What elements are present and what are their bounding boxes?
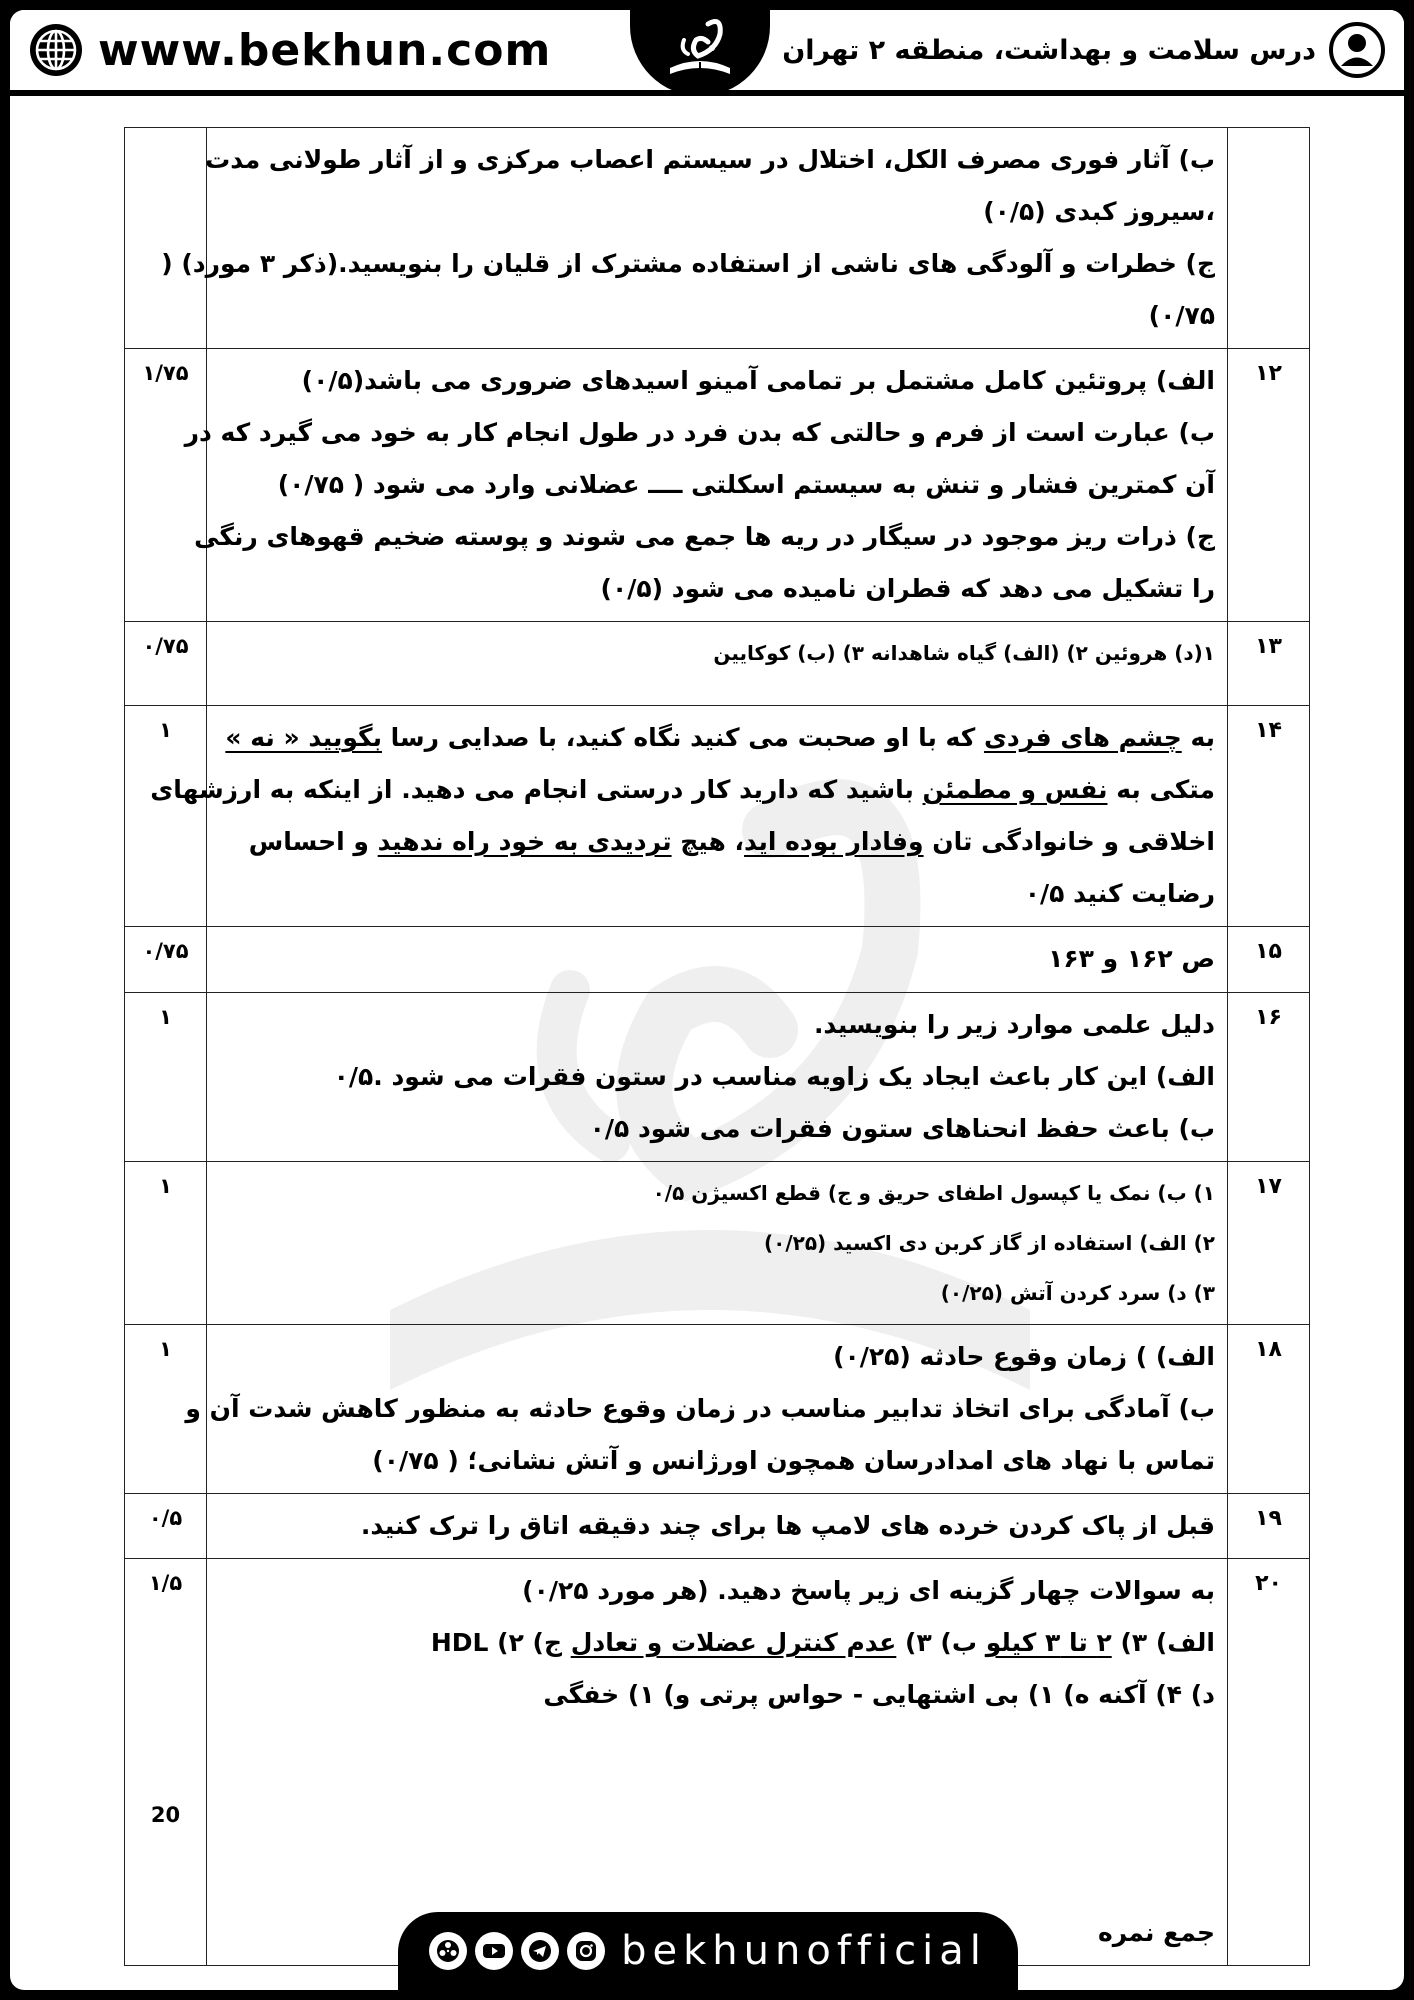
question-number: ۲۰ [1228, 1559, 1310, 1966]
question-score [125, 349, 207, 622]
answer-line [219, 816, 1215, 868]
answer-row [125, 128, 1310, 349]
answer-line: الف) این کار باعث ایجاد یک زاویه مناسب در ستون فقرات می شود .۰/۵ [333, 1062, 1215, 1091]
answer-line [219, 1669, 1215, 1721]
answer-line: تماس با نهاد های امدادرسان همچون اورژانس و آتش نشانی؛ ( ۰/۷۵) [372, 1446, 1215, 1475]
answer-text [161, 128, 1228, 349]
question-score [125, 1494, 207, 1559]
answer-line: ۳) د) سرد کردن آتش (۰/۲۵) [940, 1281, 1215, 1305]
header-bar [10, 10, 1404, 96]
answer-line [219, 1565, 1215, 1617]
question-number: ۱۴ [1228, 706, 1310, 927]
answer-row [125, 927, 1310, 993]
telegram-icon[interactable] [521, 1932, 559, 1970]
site-link[interactable] [28, 20, 551, 80]
answer-fragment: الف) ۳) [1111, 1628, 1215, 1657]
answer-text [207, 1559, 1228, 1966]
question-score [125, 622, 207, 706]
keyword-underlined: نفس و مطمئن [922, 775, 1108, 804]
answer-line: ۱) ب) نمک یا کپسول اطفای حریق و ج) قطع اکسیژن ۰/۵ [652, 1181, 1215, 1205]
question-score [125, 706, 207, 927]
keyword-underlined: ۲ تا ۳ کیلو [985, 1628, 1112, 1657]
question-number: ۱۳ [1228, 622, 1310, 706]
question-number: ۱۵ [1228, 927, 1310, 993]
answer-line: قبل از پاک کردن خرده های لامپ ها برای چند دقیقه اتاق را ترک کنید. [360, 1511, 1215, 1540]
question-number: ۱۶ [1228, 993, 1310, 1162]
answer-text [185, 1325, 1228, 1494]
answer-line [219, 712, 1215, 764]
answer-fragment: اخلاقی و خانوادگی تان [923, 827, 1215, 856]
keyword-underlined: عدم کنترل عضلات و تعادل [570, 1628, 897, 1657]
youtube-icon[interactable] [475, 1932, 513, 1970]
answer-text [207, 927, 1228, 993]
answer-fragment: ب) ۳) [896, 1628, 986, 1657]
answer-row [125, 1325, 1310, 1494]
footer-bar [398, 1912, 1018, 1990]
answer-line: را تشکیل می دهد که قطران نامیده می شود (۰/۵) [600, 574, 1215, 603]
answer-line [219, 1617, 1215, 1669]
answer-line: ج) ذرات ریز موجود در سیگار در ریه ها جمع می شوند و پوسته ضخیم قهوهای رنگی [194, 522, 1215, 551]
book-logo-icon [650, 10, 750, 90]
answer-line: ،سیروز کبدی (۰/۵) [983, 197, 1215, 226]
score-value: ۱/۷۵ [142, 361, 189, 385]
score-value: ۰/۷۵ [142, 939, 189, 963]
answer-line: الف) پروتئین کامل مشتمل بر تمامی آمینو اسیدهای ضروری می باشد(۰/۵) [301, 366, 1215, 395]
answer-line: آن کمترین فشار و تنش به سیستم اسکلتی ــــ عضلانی وارد می شود ( ۰/۷۵) [277, 470, 1215, 499]
answer-fragment: به سوالات چهار گزینه ای زیر پاسخ دهید. (هر مورد ۰/۲۵) [522, 1576, 1215, 1605]
answer-line [150, 764, 1215, 816]
answer-line: ب) آثار فوری مصرف الکل، اختلال در سیستم اعصاب مرکزی و از آثار طولانی مدت [205, 145, 1215, 174]
question-score [125, 993, 207, 1162]
answer-line [219, 868, 1215, 920]
user-avatar-icon [1328, 21, 1386, 79]
answer-fragment: متکی به [1107, 775, 1215, 804]
question-score [125, 1559, 207, 1966]
answer-fragment: ج) ۲) HDL [430, 1628, 571, 1657]
question-number: ۱۷ [1228, 1162, 1310, 1325]
score-value: ۰/۷۵ [142, 634, 189, 658]
answer-line: ۲) الف) استفاده از گاز کربن دی اکسید (۰/۲۵) [763, 1231, 1215, 1255]
question-number [1228, 128, 1310, 349]
instagram-icon[interactable] [567, 1932, 605, 1970]
social-icons [429, 1932, 605, 1970]
answer-text [207, 1494, 1228, 1559]
answer-fragment: به [1181, 723, 1215, 752]
total-score-label: جمع نمره [1097, 1918, 1215, 1947]
answer-fragment: که با او صحبت می کنید نگاه کنید، با صدایی رسا [381, 723, 984, 752]
score-value: ۱ [159, 1337, 172, 1361]
answer-line: ب) باعث حفظ انحناهای ستون فقرات می شود ۰/۵ [589, 1114, 1215, 1143]
film-icon[interactable] [429, 1932, 467, 1970]
answer-line: ب) آمادگی برای اتخاذ تدابیر مناسب در زمان وقوع حادثه به منظور کاهش شدت آن و [185, 1394, 1215, 1423]
site-url: www.bekhun.com [98, 24, 552, 76]
answer-fragment: باشید که دارید کار درستی انجام می دهید. از اینکه به ارزشهای [150, 775, 923, 804]
question-number: ۱۲ [1228, 349, 1310, 622]
answer-fragment: رضایت کنید ۰/۵ [1024, 879, 1215, 908]
answer-row [125, 993, 1310, 1162]
answer-line: ج) خطرات و آلودگی های ناشی از استفاده مشترک از قلیان را بنویسید.(ذکر ۳ مورد) ( [161, 249, 1215, 278]
answer-fragment: و احساس [248, 827, 378, 856]
answer-fragment: د) ۴) آکنه ه) ۱) بی اشتهایی - حواس پرتی و) ۱) خفگی [543, 1680, 1215, 1709]
keyword-underlined: چشم های فردی [983, 723, 1182, 752]
keyword-underlined: تردیدی به خود راه ندهید [377, 827, 672, 856]
answer-text [150, 706, 1228, 927]
question-number: ۱۸ [1228, 1325, 1310, 1494]
answer-text [207, 1162, 1228, 1325]
answer-text [207, 622, 1228, 706]
brand-logo [630, 10, 770, 96]
answer-row [125, 1162, 1310, 1325]
answer-row [125, 622, 1310, 706]
score-value: ۱ [159, 1174, 172, 1198]
globe-icon [28, 22, 84, 78]
question-score [125, 1162, 207, 1325]
question-score [125, 927, 207, 993]
page [10, 10, 1404, 1990]
answer-line: ۰/۷۵) [1148, 301, 1215, 330]
answer-row [125, 706, 1310, 927]
keyword-underlined: وفادار بوده اید [744, 827, 924, 856]
course-header [782, 20, 1386, 80]
keyword-underlined: بگویید « نه » [225, 723, 382, 752]
answer-line: دلیل علمی موارد زیر را بنویسید. [813, 1010, 1215, 1039]
answer-row [125, 1559, 1310, 1966]
answer-line: ب) عبارت است از فرم و حالتی که بدن فرد در طول انجام کار به خود می گیرد که در [184, 418, 1215, 447]
answer-line: ۱(د) هروئین ۲) (الف) گیاه شاهدانه ۳) (ب) کوکایین [713, 641, 1215, 665]
course-title: درس سلامت و بهداشت، منطقه ۲ تهران [782, 34, 1316, 66]
answer-key-table [124, 127, 1310, 1966]
answer-row [125, 1494, 1310, 1559]
score-value: ۱ [159, 1005, 172, 1029]
answer-text [184, 349, 1228, 622]
answer-line: ص ۱۶۲ و ۱۶۳ [1048, 944, 1215, 973]
score-value: ۱ [159, 718, 172, 742]
answer-line: الف) ) زمان وقوع حادثه (۰/۲۵) [833, 1342, 1215, 1371]
question-number: ۱۹ [1228, 1494, 1310, 1559]
score-value: ۰/۵ [148, 1506, 183, 1530]
score-value: ۱/۵ [148, 1571, 183, 1595]
answer-text [207, 993, 1228, 1162]
total-score-value: 20 [150, 1803, 181, 1827]
answer-row [125, 349, 1310, 622]
footer-handle[interactable]: bekhunofficial [621, 1928, 987, 1974]
answer-fragment: ، هیچ [671, 827, 745, 856]
